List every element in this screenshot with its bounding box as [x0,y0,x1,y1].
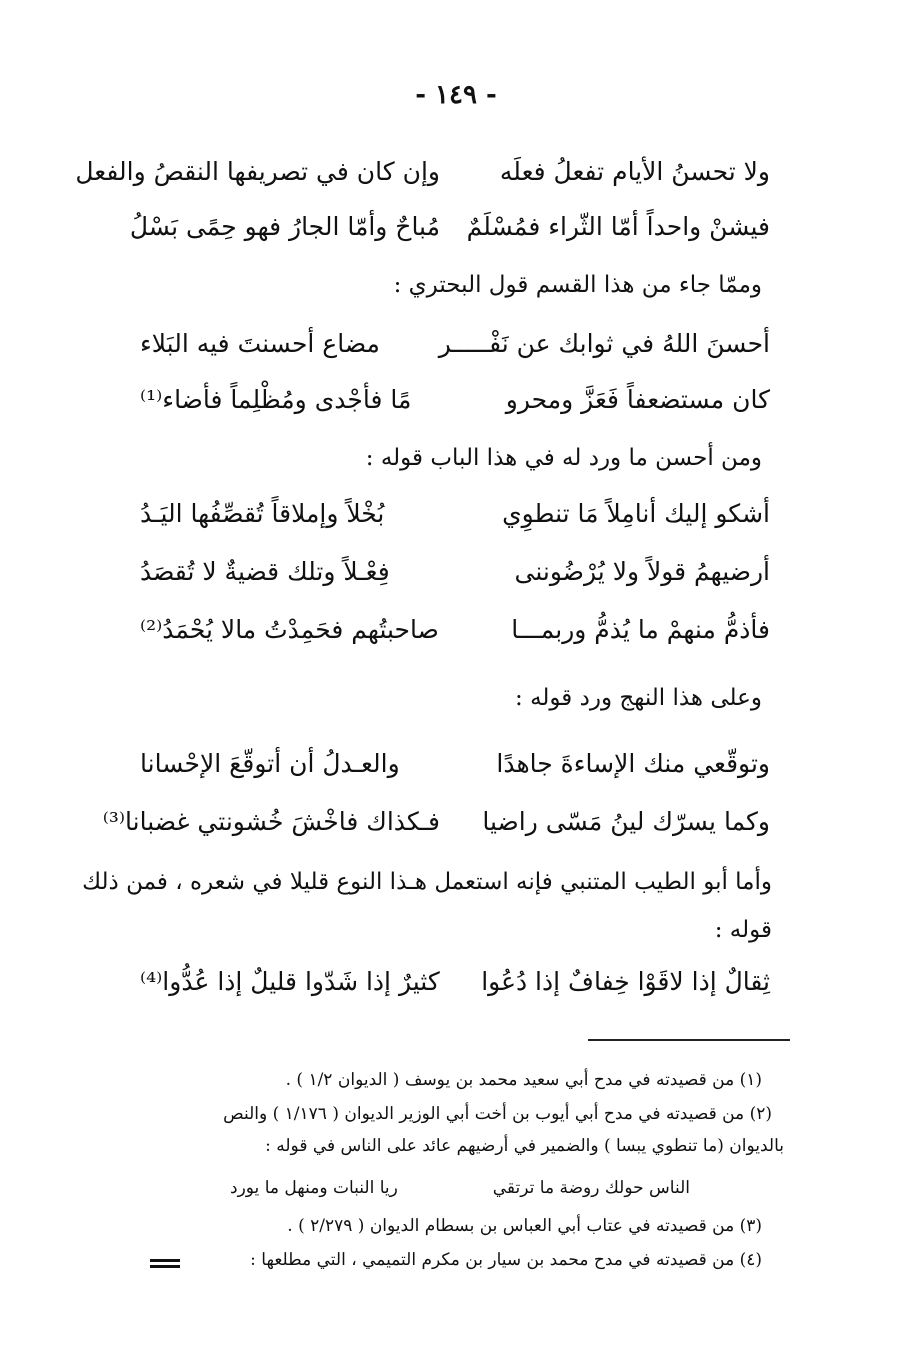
page-number: - ١٤٩ - [415,80,497,110]
verse-second-hemistich: مضاع أحسنتَ فيه البَلاء [140,329,380,358]
verse-second-hemistich: مُباحٌ وأمّا الجارُ فهو حِمًى بَسْلُ [129,212,440,241]
continuation-mark [150,1256,180,1270]
verse-first-hemistich: أشكو إليك أنامِلاً مَا تنطوِي [502,499,770,528]
verse-line [75,150,770,194]
verse-line [140,608,770,652]
footnote-verse-second: ريا النبات ومنهل ما يورد [230,1178,398,1198]
verse-second-hemistich: مًا فأجْدى ومُظْلِماً فأضاء⁽¹⁾ [140,385,412,414]
verse-second-hemistich: فـكذاك فاخْشَ خُشونتي غضبانا⁽³⁾ [102,807,440,836]
footnote: (٣) من قصيدته في عتاب أبي العباس بن بسطام الديوان ( ٢/٢٧٩ ) . [287,1216,762,1236]
footnote: (٢) من قصيدته في مدح أبي أيوب بن أخت أبي الوزير الديوان ( ١/١٧٦ ) والنص [223,1104,772,1124]
verse-first-hemistich: ثِقالٌ إذا لاقَوْا خِفافٌ إذا دُعُوا [481,967,770,996]
verse-first-hemistich: وتوقّعي منك الإساءةَ جاهدًا [496,749,770,778]
footnote: بالديوان (ما تنطوي يبسا ) والضمير في أرضيهم عائد على الناس في قوله : [265,1136,784,1156]
verse-second-hemistich: وإن كان في تصريفها النقصُ والفعل [75,157,440,186]
verse-first-hemistich: فأذمُّ منهمْ ما يُذمُّ وربمـــا [511,615,770,644]
verse-line [140,378,770,422]
verse-second-hemistich: فِعْـلاً وتلك قضيةٌ لا تُقصَدُ [140,557,390,586]
paragraph-line: قوله : [714,917,772,943]
intro-text: ومن أحسن ما ورد له في هذا الباب قوله : [365,445,762,471]
verse-second-hemistich: صاحبتُهم فحَمِدْتُ مالا يُحْمَدُ⁽²⁾ [140,615,439,644]
verse-first-hemistich: ولا تحسنُ الأيام تفعلُ فعلَه [499,157,770,186]
footnote: (١) من قصيدته في مدح أبي سعيد محمد بن يوسف ( الديوان ١/٢ ) . [285,1070,762,1090]
footnote-verse [230,1174,690,1202]
verse-line [140,742,770,786]
verse-line [102,800,770,844]
intro-text: وممّا جاء من هذا القسم قول البحتري : [393,272,762,298]
verse-line [140,960,770,1004]
verse-line [129,205,770,249]
verse-second-hemistich: كثيرٌ إذا شَدّوا قليلٌ إذا عُدُّوا⁽⁴⁾ [140,967,440,996]
intro-text: وعلى هذا النهج ورد قوله : [515,685,762,711]
footnote-separator [588,1039,790,1041]
verse-first-hemistich: أحسنَ اللهُ في ثوابك عن نَفْـــــر [438,329,770,358]
footnote-verse-first: الناس حولك روضة ما ترتقي [492,1178,690,1198]
verse-line [140,322,770,366]
footnote: (٤) من قصيدته في مدح محمد بن سيار بن مكرم التميمي ، التي مطلعها : [250,1250,762,1270]
verse-first-hemistich: وكما يسرّك لينُ مَسّى راضيا [482,807,770,836]
verse-first-hemistich: فيشنْ واحداً أمّا الثّراء فمُسْلَمٌ [466,212,770,241]
verse-second-hemistich: والعـدلُ أن أتوقّعَ الإحْسانا [140,749,400,778]
verse-first-hemistich: كان مستضعفاً فَعَزَّ ومحرو [505,385,770,414]
verse-first-hemistich: أرضيهمُ قولاً ولا يُرْضُوننى [514,557,770,586]
paragraph-line: وأما أبو الطيب المتنبي فإنه استعمل هـذا النوع قليلا في شعره ، فمن ذلك [82,869,772,895]
verse-line [140,550,770,594]
verse-line [140,492,770,536]
verse-second-hemistich: بُخْلاً وإملاقاً تُقصِّفُها اليَـدُ [140,499,385,528]
